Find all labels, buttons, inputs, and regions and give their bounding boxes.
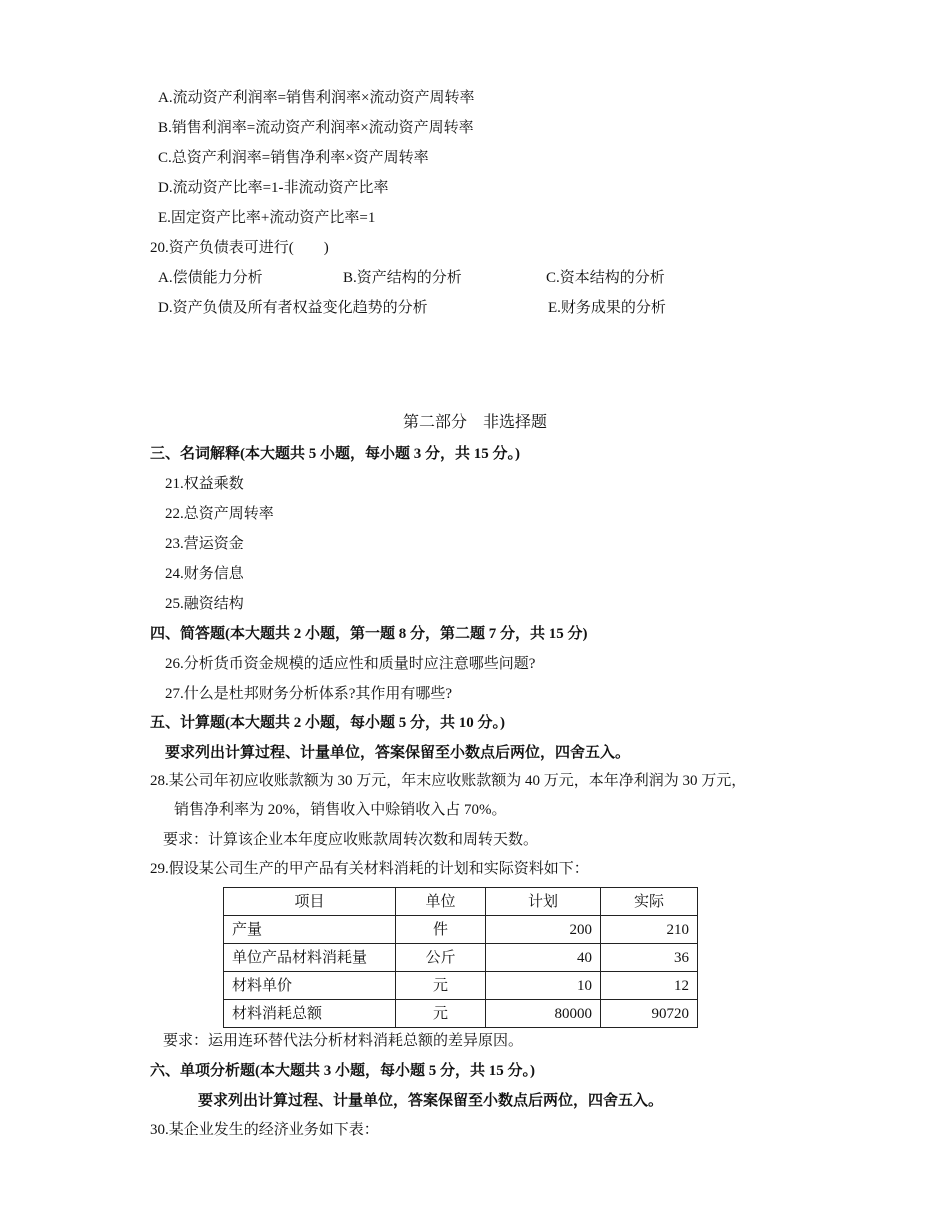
table-cell: 件 (396, 916, 486, 944)
q29-requirement: 要求：运用连环替代法分析材料消耗总额的差异原因。 (163, 1033, 524, 1049)
q30-stem: 30.某企业发生的经济业务如下表： (150, 1122, 379, 1138)
section4-heading: 四、简答题(本大题共 2 小题，第一题 8 分，第二题 7 分，共 15 分) (150, 626, 588, 642)
table-row (224, 1000, 698, 1028)
q25-item: 25.融资结构 (165, 596, 244, 612)
q20-option-a: A.偿债能力分析 (158, 270, 263, 286)
table-cell: 元 (396, 1000, 486, 1028)
table-cell: 材料单价 (224, 972, 396, 1000)
q26-item: 26.分析货币资金规模的适应性和质量时应注意哪些问题? (165, 656, 536, 672)
q20-option-e: E.财务成果的分析 (548, 300, 666, 316)
table-header-row (224, 888, 698, 916)
q28-line2: 销售净利率为 20%，销售收入中赊销收入占 70%。 (174, 802, 507, 818)
table-cell: 200 (486, 916, 601, 944)
q19-option-c: C.总资产利润率=销售净利率×资产周转率 (158, 150, 429, 166)
table-cell: 40 (486, 944, 601, 972)
table-cell: 材料消耗总额 (224, 1000, 396, 1028)
section3-heading: 三、名词解释(本大题共 5 小题，每小题 3 分，共 15 分。) (150, 446, 520, 462)
q20-option-b: B.资产结构的分析 (343, 270, 462, 286)
q21-item: 21.权益乘数 (165, 476, 244, 492)
section6-heading: 六、单项分析题(本大题共 3 小题，每小题 5 分，共 15 分。) (150, 1063, 535, 1079)
q28-requirement: 要求：计算该企业本年度应收账款周转次数和周转天数。 (163, 832, 539, 848)
q27-item: 27.什么是杜邦财务分析体系?其作用有哪些? (165, 686, 453, 702)
table-row (224, 972, 698, 1000)
material-consumption-table (223, 887, 698, 1028)
table-row (224, 916, 698, 944)
part2-title: 第二部分 非选择题 (402, 414, 547, 431)
table-header-cell: 单位 (396, 888, 486, 916)
table-cell: 36 (601, 944, 698, 972)
table-cell: 单位产品材料消耗量 (224, 944, 396, 972)
section6-instruction: 要求列出计算过程、计量单位，答案保留至小数点后两位，四舍五入。 (198, 1093, 664, 1109)
table-cell: 90720 (601, 1000, 698, 1028)
section5-heading: 五、计算题(本大题共 2 小题，每小题 5 分，共 10 分。) (150, 715, 505, 731)
table-cell: 210 (601, 916, 698, 944)
q19-option-b: B.销售利润率=流动资产利润率×流动资产周转率 (158, 120, 474, 136)
q29-stem: 29.假设某公司生产的甲产品有关材料消耗的计划和实际资料如下： (150, 861, 589, 877)
table-cell: 12 (601, 972, 698, 1000)
q20-option-d: D.资产负债及所有者权益变化趋势的分析 (158, 300, 428, 316)
q19-option-a: A.流动资产利润率=销售利润率×流动资产周转率 (158, 90, 475, 106)
q24-item: 24.财务信息 (165, 566, 244, 582)
table-header-cell: 实际 (601, 888, 698, 916)
q23-item: 23.营运资金 (165, 536, 244, 552)
table-cell: 元 (396, 972, 486, 1000)
q19-option-d: D.流动资产比率=1-非流动资产比率 (158, 180, 389, 196)
table-cell: 80000 (486, 1000, 601, 1028)
table-row (224, 944, 698, 972)
table-cell: 公斤 (396, 944, 486, 972)
table-header-cell: 计划 (486, 888, 601, 916)
q19-option-e: E.固定资产比率+流动资产比率=1 (158, 210, 376, 226)
q22-item: 22.总资产周转率 (165, 506, 274, 522)
q20-option-c: C.资本结构的分析 (546, 270, 665, 286)
table-cell: 10 (486, 972, 601, 1000)
q28-line1: 28.某公司年初应收账款额为 30 万元，年末应收账款额为 40 万元，本年净利润为 30 万元， (150, 773, 747, 789)
q20-stem: 20.资产负债表可进行( ) (150, 240, 329, 256)
table-header-cell: 项目 (224, 888, 396, 916)
table-cell: 产量 (224, 916, 396, 944)
section5-instruction: 要求列出计算过程、计量单位，答案保留至小数点后两位，四舍五入。 (165, 745, 631, 761)
